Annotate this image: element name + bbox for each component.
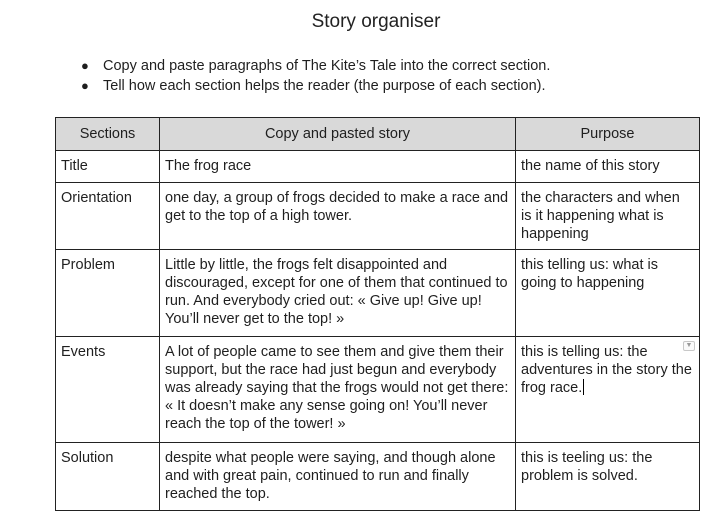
table-row	[56, 337, 700, 443]
story-cell[interactable]: one day, a group of frogs decided to make a race and get to the top of a high tower.	[160, 183, 516, 250]
table-row	[56, 250, 700, 337]
section-cell[interactable]: Solution	[56, 443, 160, 511]
table-row	[56, 443, 700, 511]
instruction-text[interactable]: Tell how each section helps the reader (the purpose of each section).	[103, 78, 546, 94]
purpose-cell-active[interactable]	[516, 337, 700, 443]
story-organiser-table	[55, 117, 700, 511]
purpose-cell[interactable]: the characters and when is it happening what is happening	[516, 183, 700, 250]
instruction-item	[80, 76, 550, 96]
bullet-icon: ●	[81, 78, 89, 93]
section-cell[interactable]: Title	[56, 151, 160, 183]
instruction-list	[80, 56, 550, 96]
section-cell[interactable]: Orientation	[56, 183, 160, 250]
purpose-text[interactable]: this is telling us: the adventures in the story the frog race.	[521, 344, 692, 396]
table-header-row	[56, 118, 700, 151]
chevron-down-icon[interactable]: ▼	[683, 341, 695, 351]
table-row	[56, 151, 700, 183]
instruction-text[interactable]: Copy and paste paragraphs of The Kite’s Tale into the correct section.	[103, 58, 551, 74]
section-cell[interactable]: Problem	[56, 250, 160, 337]
instruction-item	[80, 56, 550, 76]
purpose-cell[interactable]: this telling us: what is going to happening	[516, 250, 700, 337]
story-cell[interactable]: Little by little, the frogs felt disappointed and discouraged, except for one of them that continued to run. And everybody cried out: « Give up! Give up! You’ll never get to the top! »	[160, 250, 516, 337]
header-purpose[interactable]: Purpose	[516, 118, 700, 151]
story-cell[interactable]: despite what people were saying, and though alone and with great pain, continued to run and finally reached the top.	[160, 443, 516, 511]
bullet-icon: ●	[81, 58, 89, 73]
document-title: Story organiser	[311, 11, 441, 32]
story-cell[interactable]: The frog race	[160, 151, 516, 183]
table-row	[56, 183, 700, 250]
section-cell[interactable]: Events	[56, 337, 160, 443]
purpose-cell[interactable]: the name of this story	[516, 151, 700, 183]
text-cursor	[583, 379, 584, 395]
purpose-cell[interactable]: this is teeling us: the problem is solved.	[516, 443, 700, 511]
header-sections[interactable]: Sections	[56, 118, 160, 151]
header-story[interactable]: Copy and pasted story	[160, 118, 516, 151]
story-cell[interactable]: A lot of people came to see them and give them their support, but the race had just begun and everybody was already saying that the frogs would not get there: « It doesn’t make any sense going on! You’ll never reach the top of the tower! »	[160, 337, 516, 443]
